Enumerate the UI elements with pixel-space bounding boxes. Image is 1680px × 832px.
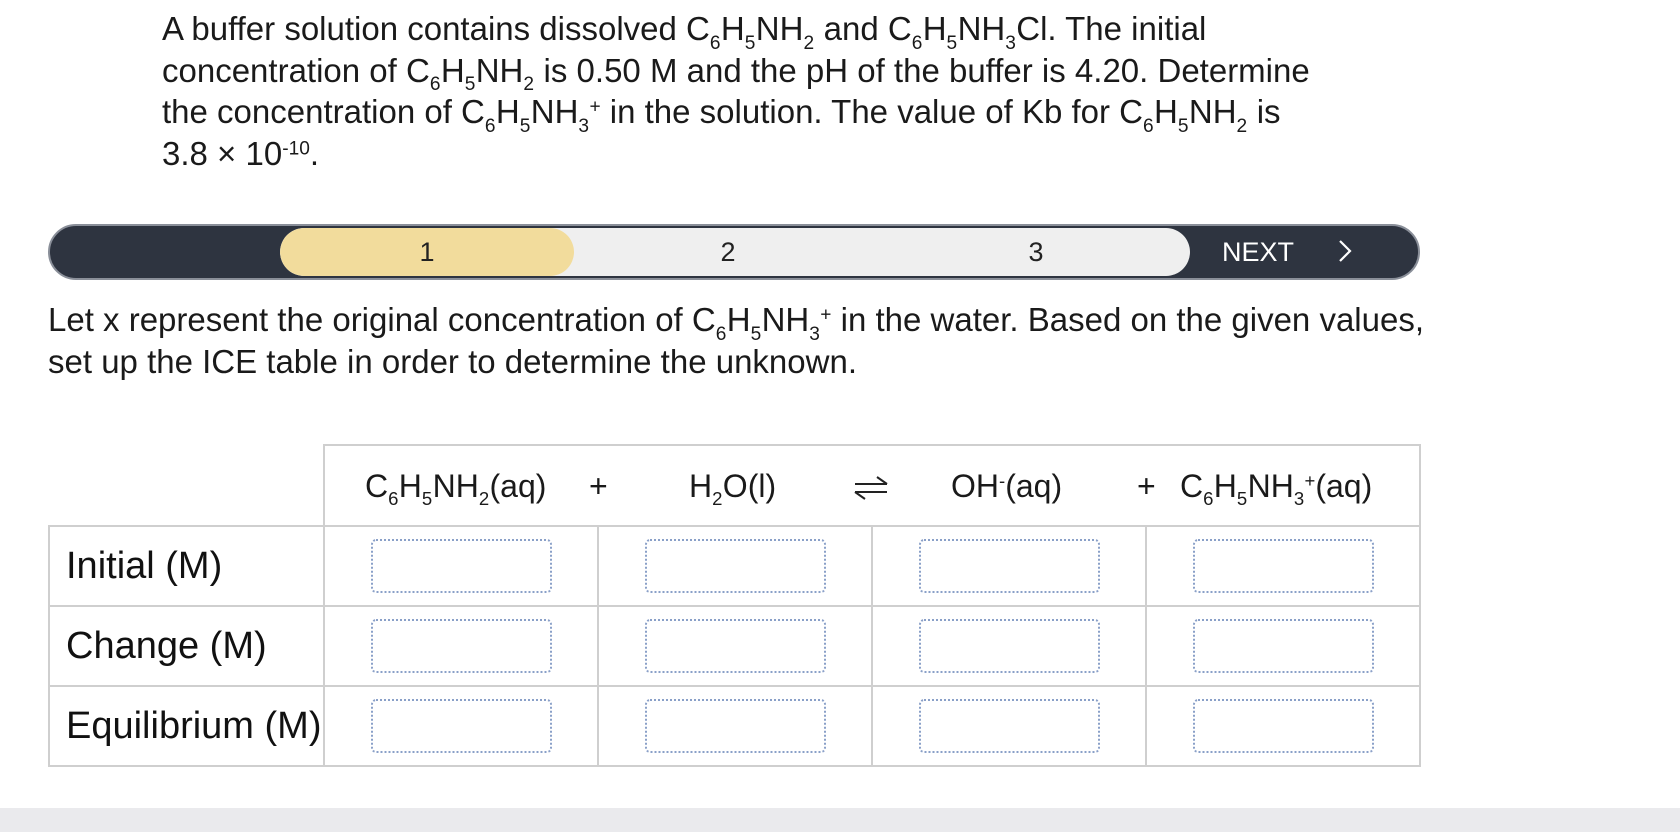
subscript: 5 [946,32,958,54]
ice-cell [598,526,872,606]
problem-text: in the solution. The value of Kb for C [600,93,1143,130]
equilibrium-hydroxide-input[interactable] [919,699,1100,753]
problem-text: is 3.8 × 10 [162,93,1281,172]
superscript: + [589,96,601,118]
subscript: 6 [1142,115,1154,137]
plus-sign: + [589,468,608,504]
equilibrium-arrow-icon [853,475,889,501]
table-row [49,526,1420,606]
next-button[interactable] [1222,226,1412,278]
step-instruction [48,299,1428,382]
ice-cell [1146,606,1420,686]
ice-cell [1146,686,1420,766]
initial-aniline-input[interactable] [371,539,552,593]
step-3-tab[interactable]: 3 [1028,237,1044,267]
ice-cell [324,606,598,686]
change-anilinium-input[interactable] [1193,619,1374,673]
step-navigation-bar [48,224,1420,280]
ice-cell [324,526,598,606]
problem-text: NH [957,10,1006,47]
subscript: 5 [744,32,756,54]
problem-text: is 0.50 M and the pH of the buffer is 4.20. Determine the concentration of C [162,51,1310,130]
subscript: 3 [809,323,820,345]
subscript: 6 [709,32,721,54]
subscript: 2 [1236,115,1248,137]
step-2-tab[interactable]: 2 [720,237,736,267]
step-track [280,228,1190,276]
row-label-change: Change (M) [49,606,324,686]
subscript: 5 [750,323,762,345]
problem-text: and C [814,10,912,47]
superscript: -10 [282,137,310,159]
initial-anilinium-input[interactable] [1193,539,1374,593]
ice-cell [598,686,872,766]
species-hydroxide: OH-(aq) [951,468,1063,504]
step-1-tab[interactable]: 1 [280,228,574,276]
problem-text: NH [530,93,579,130]
instruction-text: H [726,301,751,338]
subscript: 6 [715,323,727,345]
ice-cell [872,686,1146,766]
superscript: + [820,304,832,326]
next-label: NEXT [1222,237,1295,267]
change-aniline-input[interactable] [371,619,552,673]
reaction-equation [325,446,1423,527]
table-corner [49,445,324,526]
problem-text: H [922,10,947,47]
initial-hydroxide-input[interactable] [919,539,1100,593]
problem-text: H [1154,93,1178,130]
subscript: 6 [484,115,496,137]
change-water-input[interactable] [645,619,826,673]
reaction-header [324,445,1420,526]
table-row [49,686,1420,766]
subscript: 3 [1005,32,1016,54]
problem-text: H [720,10,745,47]
page-footer-bar [0,808,1680,832]
ice-cell [872,526,1146,606]
change-hydroxide-input[interactable] [919,619,1100,673]
species-aniline: $C_6H_5NH_2(aq)$ [365,468,547,510]
subscript: 2 [523,74,535,96]
ice-cell [872,606,1146,686]
species-anilinium: $C_6H_5NH_3^+(aq)$ [1180,468,1373,510]
ice-cell [324,686,598,766]
instruction-text: Let x represent the original concentration of C [48,301,716,338]
row-label-equilibrium: Equilibrium (M) [49,686,324,766]
ice-cell [1146,526,1420,606]
subscript: 6 [429,74,441,96]
species-water: $H_2O(l)$ [689,468,777,510]
row-label-initial: Initial (M) [49,526,324,606]
ice-cell [598,606,872,686]
ice-table [48,444,1421,767]
equilibrium-aniline-input[interactable] [371,699,552,753]
problem-text: NH [475,51,524,89]
table-row [49,606,1420,686]
plus-sign: + [1137,468,1156,504]
equilibrium-water-input[interactable] [645,699,826,753]
subscript: 5 [519,115,531,137]
problem-text: NH [755,10,804,47]
problem-text: A buffer solution contains dissolved C [162,10,710,47]
problem-text: NH [1188,93,1237,130]
subscript: 5 [464,74,476,96]
instruction-text: NH [761,301,810,338]
subscript: 5 [1177,115,1189,137]
chevron-right-icon [1332,239,1356,263]
equilibrium-anilinium-input[interactable] [1193,699,1374,753]
problem-statement [162,8,1312,174]
problem-text: H [440,51,465,89]
instruction-text: in the water. Based on the given values, set up the ICE table in order to determine the unknown. [48,301,1425,380]
initial-water-input[interactable] [645,539,826,593]
problem-text: . [309,134,320,172]
problem-text: H [495,93,520,130]
subscript: 6 [911,32,923,54]
subscript: 3 [578,115,590,137]
problem-text: Cl. The initial concentration of C [162,10,1207,89]
subscript: 2 [803,32,815,54]
